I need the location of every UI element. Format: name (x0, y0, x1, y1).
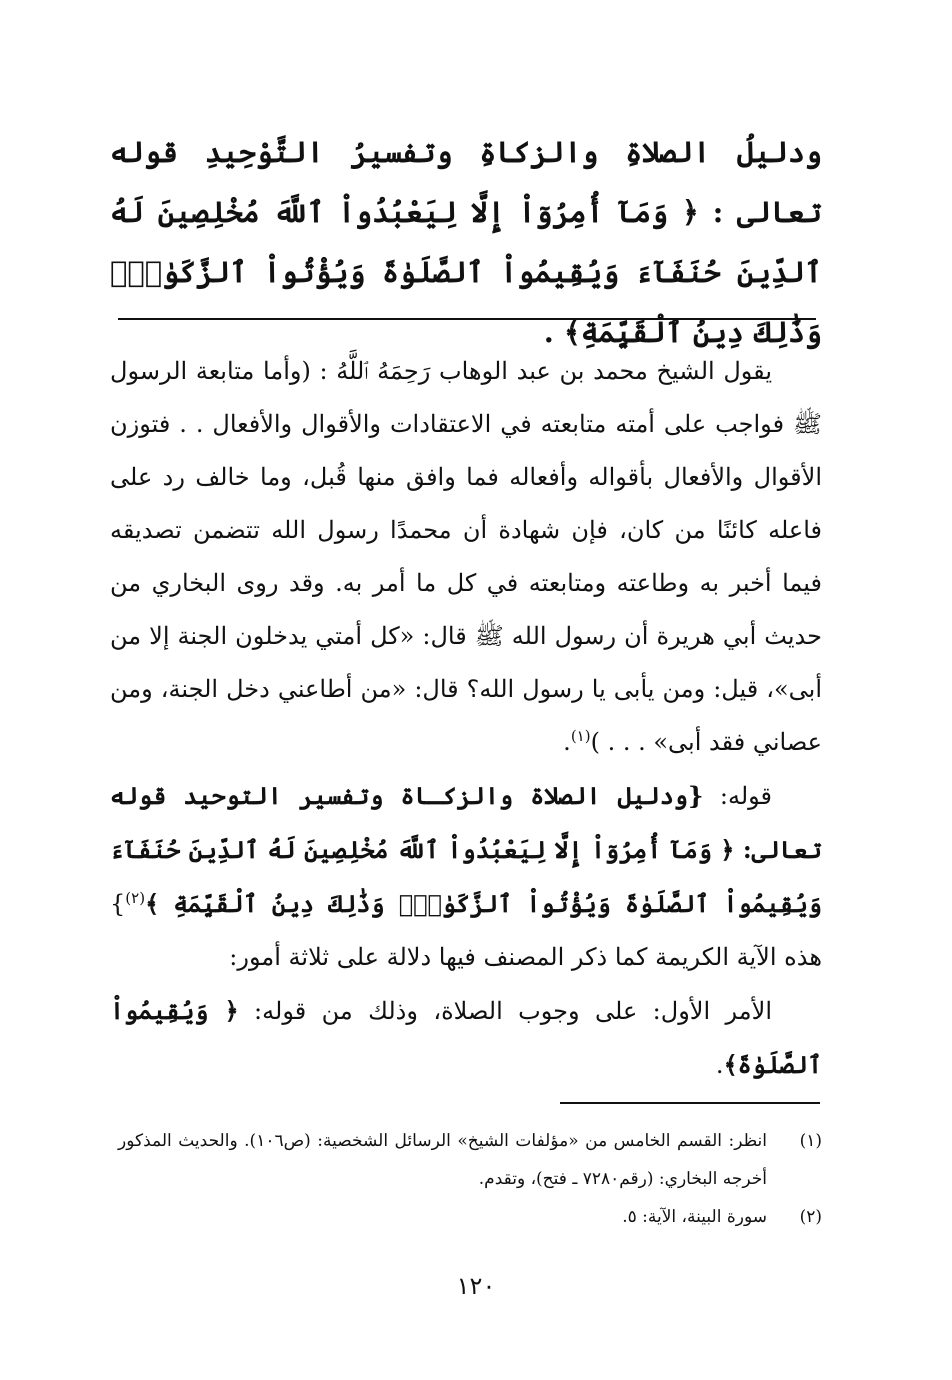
first-matter: الأمر الأول: على وجوب الصلاة، وذلك من قوله: (254, 997, 772, 1025)
footnote-divider (560, 1102, 820, 1104)
matn-text (110, 122, 822, 362)
paragraph-end: . (715, 1051, 724, 1079)
commentary-paragraph-2 (110, 769, 822, 984)
matn-divider (118, 318, 816, 320)
page-number: ١٢٠ (456, 1272, 496, 1300)
commentary (110, 345, 822, 1092)
footnote-text: سورة البينة، الآية: ٥. (622, 1207, 767, 1227)
footnote-number: (٢) (799, 1207, 822, 1227)
commentary-paragraph-3 (110, 984, 822, 1092)
footnote-text: انظر: القسم الخامس من «مؤلفات الشيخ» الرسائل الشخصية: (ص١٠٦). والحديث المذكور أخرجه البخاري: (رقم٧٢٨٠ ـ فتح)، وتقدم. (118, 1131, 767, 1189)
paragraph-continuation: } هذه الآية الكريمة كما ذكر المصنف فيها دلالة على ثلاثة أمور: (110, 890, 822, 971)
quote-shaykh: يقول الشيخ محمد بن عبد الوهاب رَحِمَهُ ٱللَّهُ : (وأما متابعة الرسول ﷺ فواجب على أمته متابعته في الاعتقادات والأقوال والأفعال . . فتوزن الأقوال والأفعال بأقواله وأفعاله فما وافق منها قُبل، وما خالف رد على فاعله كائنًا من كان، فإن شهادة أن محمدًا رسول الله تتضمن تصديقه فيما أخبر به وطاعته ومتابعته في كل ما أمر به. وقد روى البخاري من حديث أبي هريرة أن رسول الله ﷺ قال: «كل أمتي يدخلون الجنة إلا من أبى»، قيل: ومن يأبى يا رسول الله؟ قال: «من أطاعني دخل الجنة، ومن عصاني فقد أبى» . . . ) (110, 357, 822, 756)
footnote-item (118, 1198, 822, 1236)
footnote-number: (١) (799, 1131, 822, 1151)
footnote-ref-2: (٢) (125, 889, 146, 907)
ayah-quote: ﴿ وَيُقِيمُواْ ٱلصَّلَوٰةَ﴾ (110, 996, 822, 1079)
paragraph-end: . (563, 728, 571, 756)
matn-quote: {ودليل الصلاة والزكـاة وتفسير التوحيد قوله تعالى: ﴿ وَمَآ أُمِرُوٓاْ إِلَّا لِيَعْبُدُواْ ٱللَّهَ مُخْلِصِينَ لَهُ ٱلدِّينَ حُنَفَآءَ وَيُقِيمُواْ ٱلصَّلَوٰةَ وَيُؤْتُواْ ٱلزَّكَوٰةَۚ وَذَٰلِكَ دِينُ ٱلْقَيِّمَةِ ﴾ (110, 781, 822, 918)
footnotes (118, 1122, 822, 1236)
matn-paragraph: ودليلُ الصلاةِ والزكاةِ وتفسيرُ التَّوْحِيدِ قوله تعالى : ﴿ وَمَآ أُمِرُوٓاْ إِلَّا لِيَعْبُدُواْ ٱللَّهَ مُخْلِصِينَ لَهُ ٱلدِّينَ حُنَفَآءَ وَيُقِيمُواْ ٱلصَّلَوٰةَ وَيُؤْتُواْ ٱلزَّكَوٰةَۚ وَذَٰلِكَ دِينُ ٱلْقَيِّمَةِ﴾ . (110, 135, 822, 349)
commentary-paragraph-1 (110, 345, 822, 769)
lead-word: قوله: (719, 782, 772, 810)
footnote-item (118, 1122, 822, 1198)
footnote-ref-1: (١) (570, 727, 591, 745)
